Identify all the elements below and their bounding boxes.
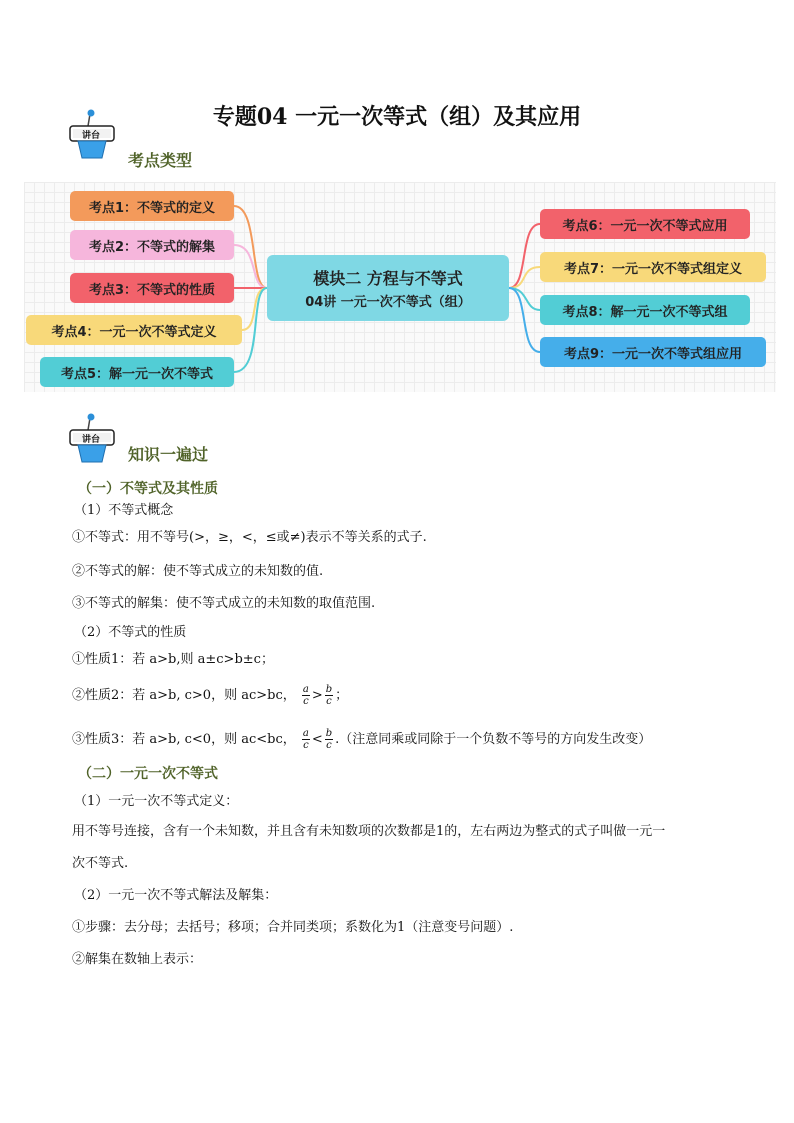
fraction-b-over-c: $\frac{b}{c}$ (325, 728, 333, 751)
text-line: ②不等式的解：使不等式成立的未知数的值. (72, 564, 324, 579)
mindmap-center-subtitle: 04讲 一元一次不等式（组） (305, 295, 471, 310)
property-2-line (72, 684, 348, 707)
fraction-a-over-c: $\frac{a}{c}$ (302, 684, 309, 707)
subheading-inequality-properties: （一）不等式及其性质 (78, 481, 218, 497)
text-segment: ； (335, 688, 349, 703)
fraction-b-over-c: $\frac{b}{c}$ (325, 684, 333, 707)
text-line: ①性质1：若 a>b,则 a±c>b±c； (72, 652, 274, 667)
text-segment: ②性质2：若 a>b, c>0，则 ac>bc， (72, 688, 296, 703)
page-title: 专题04 一元一次等式（组）及其应用 (212, 104, 582, 130)
text-line: ③不等式的解集：使不等式成立的未知数的取值范围. (72, 596, 376, 611)
mindmap-node-4: 考点4：一元一次不等式定义 (26, 315, 242, 345)
text-line: ①步骤：去分母；去括号；移项；合并同类项；系数化为1（注意变号问题）. (72, 920, 514, 935)
podium-label: 讲台 (82, 435, 101, 445)
mindmap-center-title: 模块二 方程与不等式 (313, 269, 463, 288)
text-line: （1）不等式概念 (74, 503, 174, 518)
text-line: （2）不等式的性质 (74, 625, 187, 640)
mindmap (24, 182, 776, 392)
mindmap-node-9: 考点9：一元一次不等式组应用 (540, 337, 766, 367)
text-line: （1）一元一次不等式定义： (74, 794, 239, 809)
subheading-linear-inequality: （二）一元一次不等式 (78, 766, 218, 782)
text-segment: ③性质3：若 a>b, c<0，则 ac<bc， (72, 732, 296, 747)
mindmap-node-2: 考点2：不等式的解集 (70, 230, 234, 260)
mindmap-center (267, 255, 509, 321)
text-line: ①不等式：用不等号(>，≥，<，≤或≠)表示不等关系的式子. (72, 530, 427, 545)
mindmap-node-6: 考点6：一元一次不等式应用 (540, 209, 750, 239)
mindmap-node-3: 考点3：不等式的性质 (70, 273, 234, 303)
property-3-line (72, 728, 651, 751)
gt-sign: > (311, 688, 323, 703)
text-line: 次不等式. (72, 856, 129, 871)
section-heading-topics: 考点类型 (128, 151, 193, 170)
mindmap-node-1: 考点1：不等式的定义 (70, 191, 234, 221)
text-line: （2）一元一次不等式解法及解集： (74, 888, 278, 903)
text-line: 用不等号连接，含有一个未知数，并且含有未知数项的次数都是1的，左右两边为整式的式子叫做一元一 (72, 824, 666, 839)
podium-label: 讲台 (82, 131, 101, 141)
mindmap-node-7: 考点7：一元一次不等式组定义 (540, 252, 766, 282)
mindmap-node-8: 考点8：解一元一次不等式组 (540, 295, 750, 325)
mindmap-node-5: 考点5：解一元一次不等式 (40, 357, 234, 387)
fraction-a-over-c: $\frac{a}{c}$ (302, 728, 309, 751)
text-line: ②解集在数轴上表示： (72, 952, 203, 967)
text-segment: .（注意同乘或同除于一个负数不等号的方向发生改变） (335, 732, 652, 747)
section-heading-knowledge: 知识一遍过 (128, 445, 209, 464)
lt-sign: < (311, 732, 323, 747)
